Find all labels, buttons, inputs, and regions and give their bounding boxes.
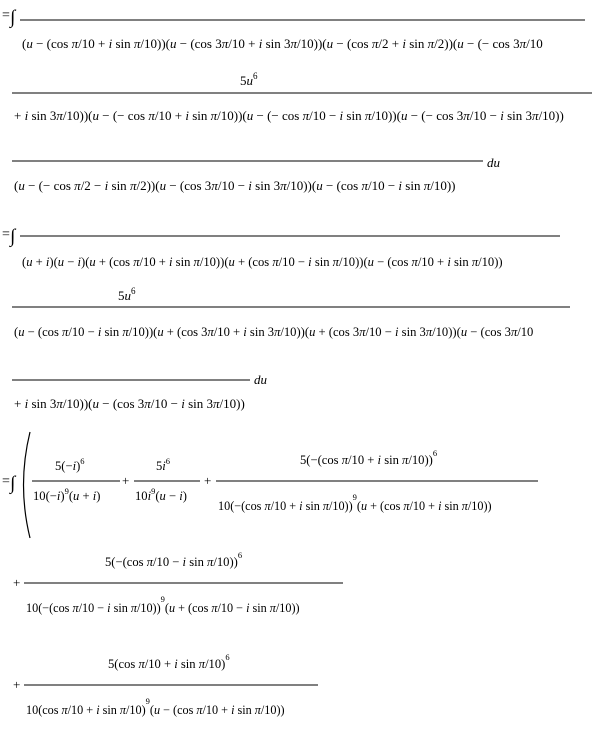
differential-du: du xyxy=(487,155,500,170)
differential-du: du xyxy=(254,372,267,387)
denominator-text: (u − (− cos π/2 − i sin π/2))(u − (cos 3π/10 − i sin 3π/10))(u − (cos π/10 − i sin π/10)) xyxy=(14,178,456,193)
plus-sign: + xyxy=(13,575,21,590)
denominator-text: $10i^9(u - i)$ xyxy=(135,486,187,503)
numerator-text: $5u^6$ xyxy=(240,71,258,88)
denominator-text: + i sin 3π/10))(u − (− cos π/10 + i sin π/10))(u − (− cos π/10 − i sin π/10))(u − (− cos 3π/10 − i sin 3π/10)) xyxy=(14,108,564,123)
denominator-text: (u − (cos π/10 + i sin π/10))(u − (cos 3π/10 + i sin 3π/10))(u − (cos π/2 + i sin π/2))(u − (− cos 3π/10 xyxy=(22,36,543,51)
denominator-text: + i sin 3π/10))(u − (cos 3π/10 − i sin 3π/10)) xyxy=(14,396,245,411)
eq2-grouped-part1 xyxy=(2,226,560,269)
eq1-factor-part1 xyxy=(2,7,585,51)
eq3-partial-fractions-part1 xyxy=(2,432,538,538)
denominator-text: (u − (cos π/10 − i sin π/10))(u + (cos 3π/10 + i sin 3π/10))(u + (cos 3π/10 − i sin 3π/10))(u − (cos 3π/10 xyxy=(14,325,534,339)
numerator-text: 5(cos π/10 + i sin π/10)$^6$ xyxy=(108,652,230,671)
eq3-partial-fractions-part2 xyxy=(13,550,343,615)
partial-fraction-term-1 xyxy=(32,456,120,503)
denominator-text: 10(−(cos π/10 − i sin π/10))$^9$(u + (cos π/10 − i sin π/10)) xyxy=(26,594,300,615)
integral-sign: ∫ xyxy=(10,226,16,247)
equals-sign: = xyxy=(2,227,10,242)
big-left-paren xyxy=(24,432,31,538)
eq3-partial-fractions-part3 xyxy=(13,652,318,717)
denominator-text: (u + i)(u − i)(u + (cos π/10 + i sin π/10))(u + (cos π/10 − i sin π/10))(u − (cos π/10 + i sin π/10)) xyxy=(22,255,503,269)
plus-sign: + xyxy=(122,473,130,488)
eq2-grouped-part3 xyxy=(12,372,268,411)
denominator-text: 10(cos π/10 + i sin π/10)$^9$(u − (cos π/10 + i sin π/10)) xyxy=(26,696,285,717)
numerator-text: $5(-i)^6$ xyxy=(55,456,85,473)
partial-fraction-term-3 xyxy=(216,448,538,513)
denominator-text: 10(−(cos π/10 + i sin π/10))$^9$(u + (cos π/10 + i sin π/10)) xyxy=(218,492,492,513)
plus-sign: + xyxy=(13,677,21,692)
eq1-factor-part2 xyxy=(12,71,592,123)
numerator-text: $5u^6$ xyxy=(118,286,136,303)
eq2-grouped-part2 xyxy=(12,286,570,339)
eq1-factor-part3 xyxy=(12,155,501,193)
numerator-text: 5(−(cos π/10 + i sin π/10))$^6$ xyxy=(300,448,438,467)
integral-sign: ∫ xyxy=(10,473,16,494)
equals-sign: = xyxy=(2,474,10,489)
numerator-text: $5i^6$ xyxy=(156,456,171,473)
numerator-text: 5(−(cos π/10 − i sin π/10))$^6$ xyxy=(105,550,243,569)
partial-fraction-term-2 xyxy=(134,456,200,503)
denominator-text: $10(-i)^9(u + i)$ xyxy=(33,486,101,503)
equals-sign: = xyxy=(2,8,10,23)
plus-sign: + xyxy=(204,473,212,488)
integral-sign: ∫ xyxy=(10,7,16,28)
